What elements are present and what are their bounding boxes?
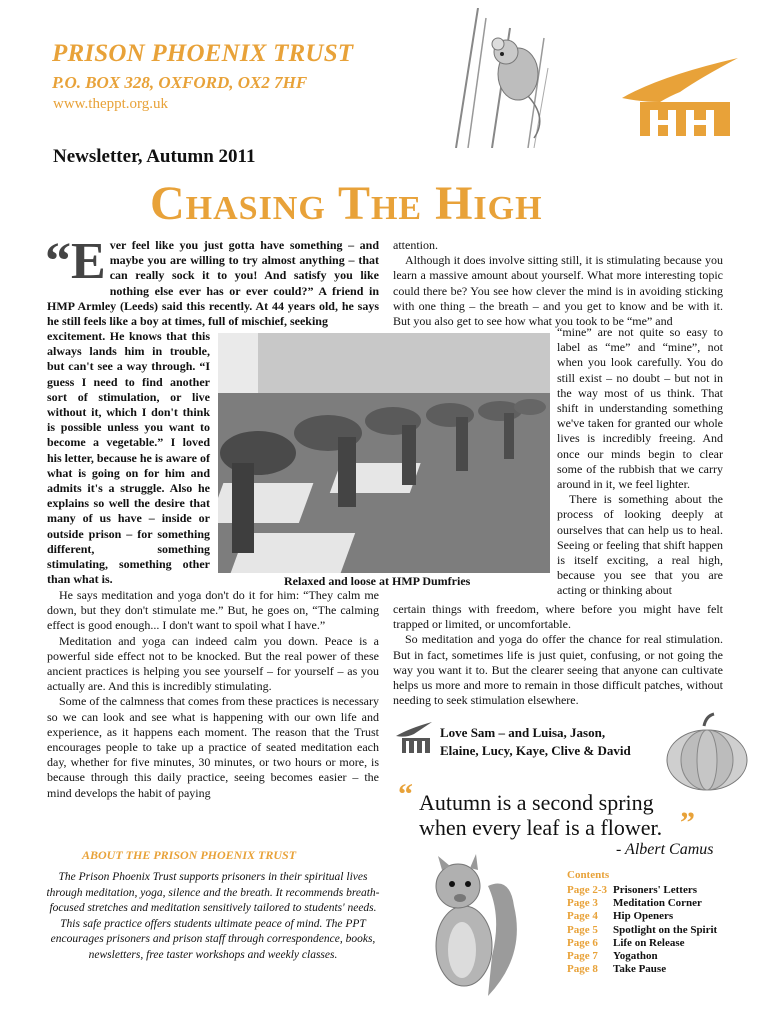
- article-paragraph: “mine” are not quite so easy to label as “me” and “mine”, not when you look carefully. You do still exist – no doubt – but not in the way most of us think. That shift in understanding something we've taken for granted our whole lives is incredibly freeing. And once our minds begin to clear some of the rubbish that we carry around in it, we feel lighter.: [557, 325, 723, 492]
- contents-item[interactable]: Page 2-3 Prisoners' Letters: [567, 884, 697, 896]
- newsletter-issue: Newsletter, Autumn 2011: [53, 146, 256, 167]
- phoenix-logo: [620, 58, 740, 138]
- article-paragraph: He says meditation and yoga don't do it for him: “They calm me down, but they don't stimulate me.” But, he goes on, “The calming effect is good enough... I don't want to spoil what I have.”: [47, 588, 379, 633]
- contents-item[interactable]: Page 4 Hip Openers: [567, 910, 674, 923]
- contents-item[interactable]: Page 6 Life on Release: [567, 936, 685, 949]
- article-left-body: [47, 588, 379, 801]
- article-lead: “E ver feel like you just gotta have something – and maybe you are willing to try almost anything – that can really sock it to you! And satisfy you like nothing else ever has or ever could?” A friend in HMP Armley (Leeds) said this recently. At 44 years old, he says he still feels like a boy at times, full of mischief, seeking: [45, 233, 379, 329]
- phoenix-small-logo: [396, 722, 432, 754]
- contents-item[interactable]: Page 7 Yogathon: [567, 950, 658, 963]
- quote-close-mark: ”: [680, 806, 695, 839]
- photo-caption: Relaxed and loose at HMP Dumfries: [284, 574, 471, 588]
- yoga-class-photo: [218, 333, 550, 573]
- article-paragraph: So meditation and yoga do offer the chance for real stimulation. But in fact, sometimes life is just quiet, confusing, or not going the way you want it to. But the clearer seeing that anyone can cultivate helps us more and more to remain in those difficult patches, without needing to seek stimulation elsewhere.: [393, 632, 723, 708]
- article-right-top: [393, 238, 723, 329]
- article-paragraph: Some of the calmness that comes from these practices is necessary so we can look and see what is happening with our own life and experience, as it happens each moment. The reason that the Trust encourages people to take up a practice of seated meditation each day, whether for five minutes, 30 minutes, or two hours or more, is because through this daily practice, seeing becomes easier – the mind develops the habit of paying: [47, 694, 379, 800]
- pull-quote: Autumn is a second spring when every leaf is a flower.: [419, 790, 663, 840]
- article-paragraph: Although it does involve sitting still, it is stimulating because you learn a massive amount about yourself. What more interesting topic could there be? You see how clever the mind is in avoiding sticking with one thing – the breath – and you get to know and be with it. But you also get to see how what you took to be “me” and: [393, 253, 723, 329]
- article-lead-narrow: excitement. He knows that this always lands him in trouble, but can't see a way through. “I guess I need to find another sort of stimulation, or live without it, which I don't think is possible unless you want to become a vegetable.” I loved his letter, because he is aware of what is going on for him and admits it's a struggle. Also he explains so well the desire that many of us have – inside or outside prison – for something different, something stimulating, something other than what is.: [47, 329, 210, 587]
- article-paragraph: Meditation and yoga can indeed calm you down. Peace is a powerful side effect not to be knocked. But the real power of these ancient practices is helping you see yourself – for yourself – as you actually are. And this is incredibly stimulating.: [47, 633, 379, 694]
- pumpkin-illustration: [664, 712, 750, 794]
- signoff: Love Sam – and Luisa, Jason, Elaine, Lucy, Kaye, Clive & David: [440, 725, 631, 758]
- contents-item[interactable]: Page 5 Spotlight on the Spirit: [567, 923, 718, 936]
- org-address: P.O. BOX 328, OXFORD, OX2 7HF: [52, 73, 308, 92]
- quote-open-mark: “: [398, 778, 413, 811]
- article-paragraph: attention.: [393, 238, 438, 252]
- about-title: ABOUT THE PRISON PHOENIX TRUST: [82, 848, 297, 862]
- org-name: PRISON PHOENIX TRUST: [52, 40, 354, 67]
- harvest-mouse-illustration: [438, 8, 578, 148]
- quote-author: - Albert Camus: [616, 841, 714, 858]
- squirrel-illustration: [418, 846, 526, 996]
- headline: Chasing The High: [150, 177, 543, 230]
- contents-list: [567, 884, 717, 976]
- article-paragraph: certain things with freedom, where before you might have felt trapped or limited, or uncomfortable.: [393, 602, 723, 632]
- contents-item[interactable]: Page 8 Take Pause: [567, 963, 667, 976]
- contents-title: Contents: [567, 869, 610, 881]
- about-text: The Prison Phoenix Trust supports prisoners in their spiritual lives through meditation, yoga, silence and the breath. It recommends breath-focused stretches and meditation sensitively tailored to students' needs. This safe practice offers students ultimate peace of mind. The PPT encourages prisoners and prison staff through correspondence, books, newsletters, free taster workshops and weekly classes.: [46, 871, 380, 961]
- drop-cap: “E: [45, 233, 106, 290]
- article-paragraph: There is something about the process of looking deeply at ourselves that can help us to heal. Seeing or feeling that shift happen is itself exciting, a real high, because you see that you are acting or thinking about: [557, 492, 723, 598]
- article-right-narrow: [557, 325, 723, 599]
- org-website-link[interactable]: www.theppt.org.uk: [53, 96, 168, 112]
- article-right-body: [393, 602, 723, 708]
- contents-item[interactable]: Page 3 Meditation Corner: [567, 897, 702, 910]
